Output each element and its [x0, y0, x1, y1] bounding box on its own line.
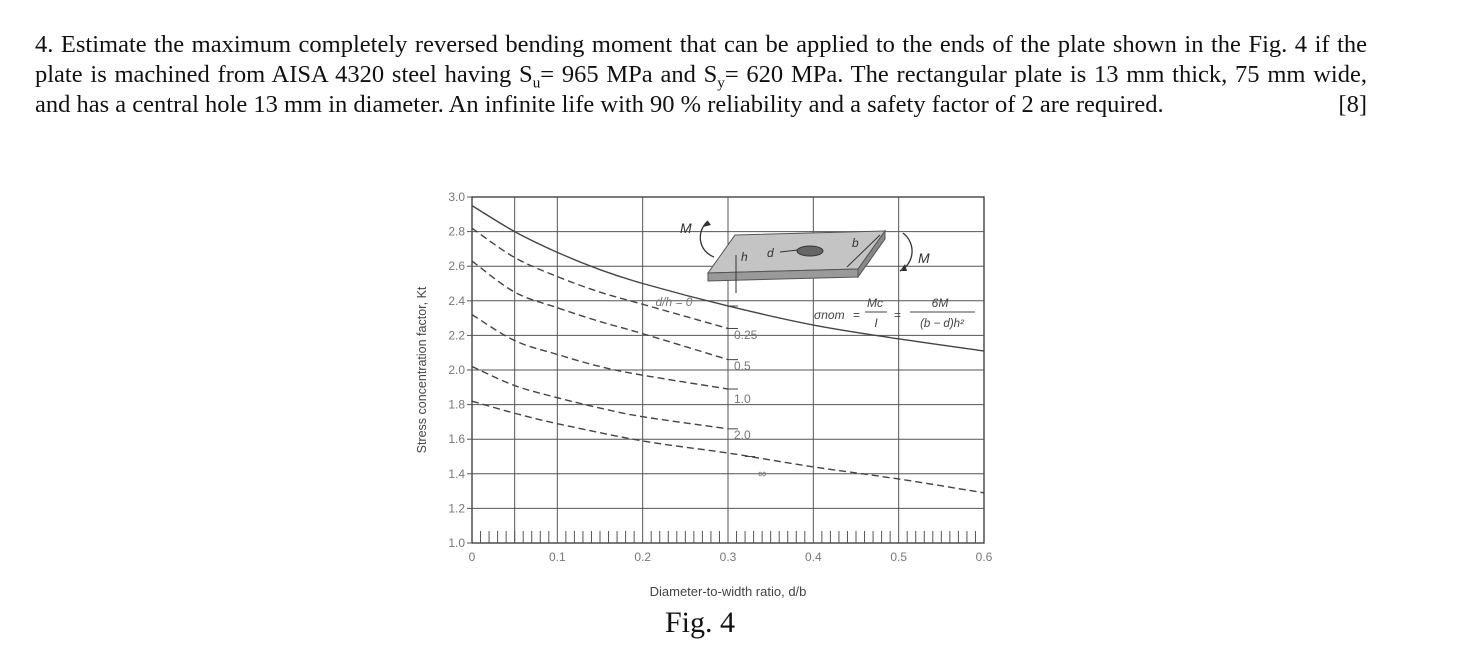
marks-label: [8]	[1338, 91, 1367, 118]
series-curve-2	[472, 261, 728, 360]
problem-statement	[35, 30, 1367, 120]
y-tick-label: 1.8	[448, 397, 465, 412]
y-axis-label: Stress concentration factor, Kt	[415, 286, 429, 454]
formula-denominator-2: (b − d)h²	[920, 318, 964, 330]
y-tick-label: 2.2	[448, 328, 465, 343]
series-curve-4	[472, 367, 728, 429]
formula-equals-1: =	[853, 308, 861, 322]
y-tick-labels	[448, 190, 465, 550]
x-tick-label: 0.5	[890, 550, 908, 564]
y-tick-label: 3.0	[448, 190, 465, 204]
left-moment-label: M	[680, 220, 692, 236]
x-tick-labels	[469, 550, 993, 564]
left-moment-arrow	[700, 221, 714, 257]
problem-text-3: = 620 MPa. The rectangular plate is 13 mm thick, 75 mm wide, and has a central hole 13 mm in diameter. An infinite life with 90 % reliability and a safety factor of 2 are required.	[35, 61, 1367, 118]
figure-caption: Fig. 4	[665, 606, 736, 639]
y-tick-label: 2.6	[448, 259, 465, 274]
y-tick-label: 1.2	[448, 501, 465, 516]
x-tick-label: 0	[468, 550, 476, 564]
x-tick-label: 0.3	[719, 550, 737, 564]
series-curve-1	[472, 228, 728, 328]
x-axis-label: Diameter-to-width ratio, d/b	[649, 584, 807, 599]
right-moment-arrowhead	[900, 264, 907, 271]
right-moment-label: M	[918, 250, 930, 266]
h-label: h	[741, 250, 748, 264]
right-moment-arrow	[900, 233, 912, 271]
formula-numerator-2: 6M	[931, 296, 949, 310]
problem-number: 4.	[35, 31, 54, 58]
d-label: d	[767, 246, 774, 260]
x-tick-label: 0.6	[975, 550, 993, 564]
curve-label-2: 0.5	[733, 359, 751, 373]
stress-concentration-chart	[400, 185, 1020, 605]
curve-labels	[655, 295, 766, 480]
y-tick-label: 1.4	[448, 466, 465, 481]
y-tick-label: 1.0	[448, 536, 465, 550]
b-label: b	[852, 236, 859, 250]
curve-label-5: ∞	[757, 466, 767, 481]
series-curve-3	[472, 315, 728, 389]
curve-label-1: 0.25	[733, 327, 758, 342]
formula-denominator-1: I	[874, 316, 878, 330]
yield-strength-subscript: y	[717, 74, 725, 92]
y-tick-label: 2.4	[448, 293, 465, 308]
problem-text-2: = 965 MPa and S	[540, 61, 718, 88]
x-tick-label: 0.1	[548, 550, 566, 564]
y-tick-label: 1.6	[448, 432, 465, 447]
problem-text-1: Estimate the maximum completely reversed bending moment that can be applied to the ends of the plate shown in the Fig. 4 if the plate is machined from AISA 4320 steel having S	[35, 31, 1368, 88]
formula-numerator-1: Mc	[867, 296, 883, 310]
curve-label-3: 1.0	[733, 391, 751, 406]
central-hole	[797, 246, 823, 256]
curve-label-0: d/h = 0	[655, 294, 693, 309]
ultimate-strength-subscript: u	[532, 74, 541, 92]
y-tick-label: 2.0	[448, 363, 465, 377]
x-tick-label: 0.4	[804, 550, 822, 564]
plate-inset-diagram	[680, 220, 930, 293]
formula-sigma-nom: σnom	[814, 308, 845, 322]
curve-label-4: 2.0	[733, 428, 751, 443]
y-tick-label: 2.8	[448, 224, 465, 239]
x-tick-label: 0.2	[634, 550, 652, 564]
formula-equals-2: =	[894, 308, 902, 322]
